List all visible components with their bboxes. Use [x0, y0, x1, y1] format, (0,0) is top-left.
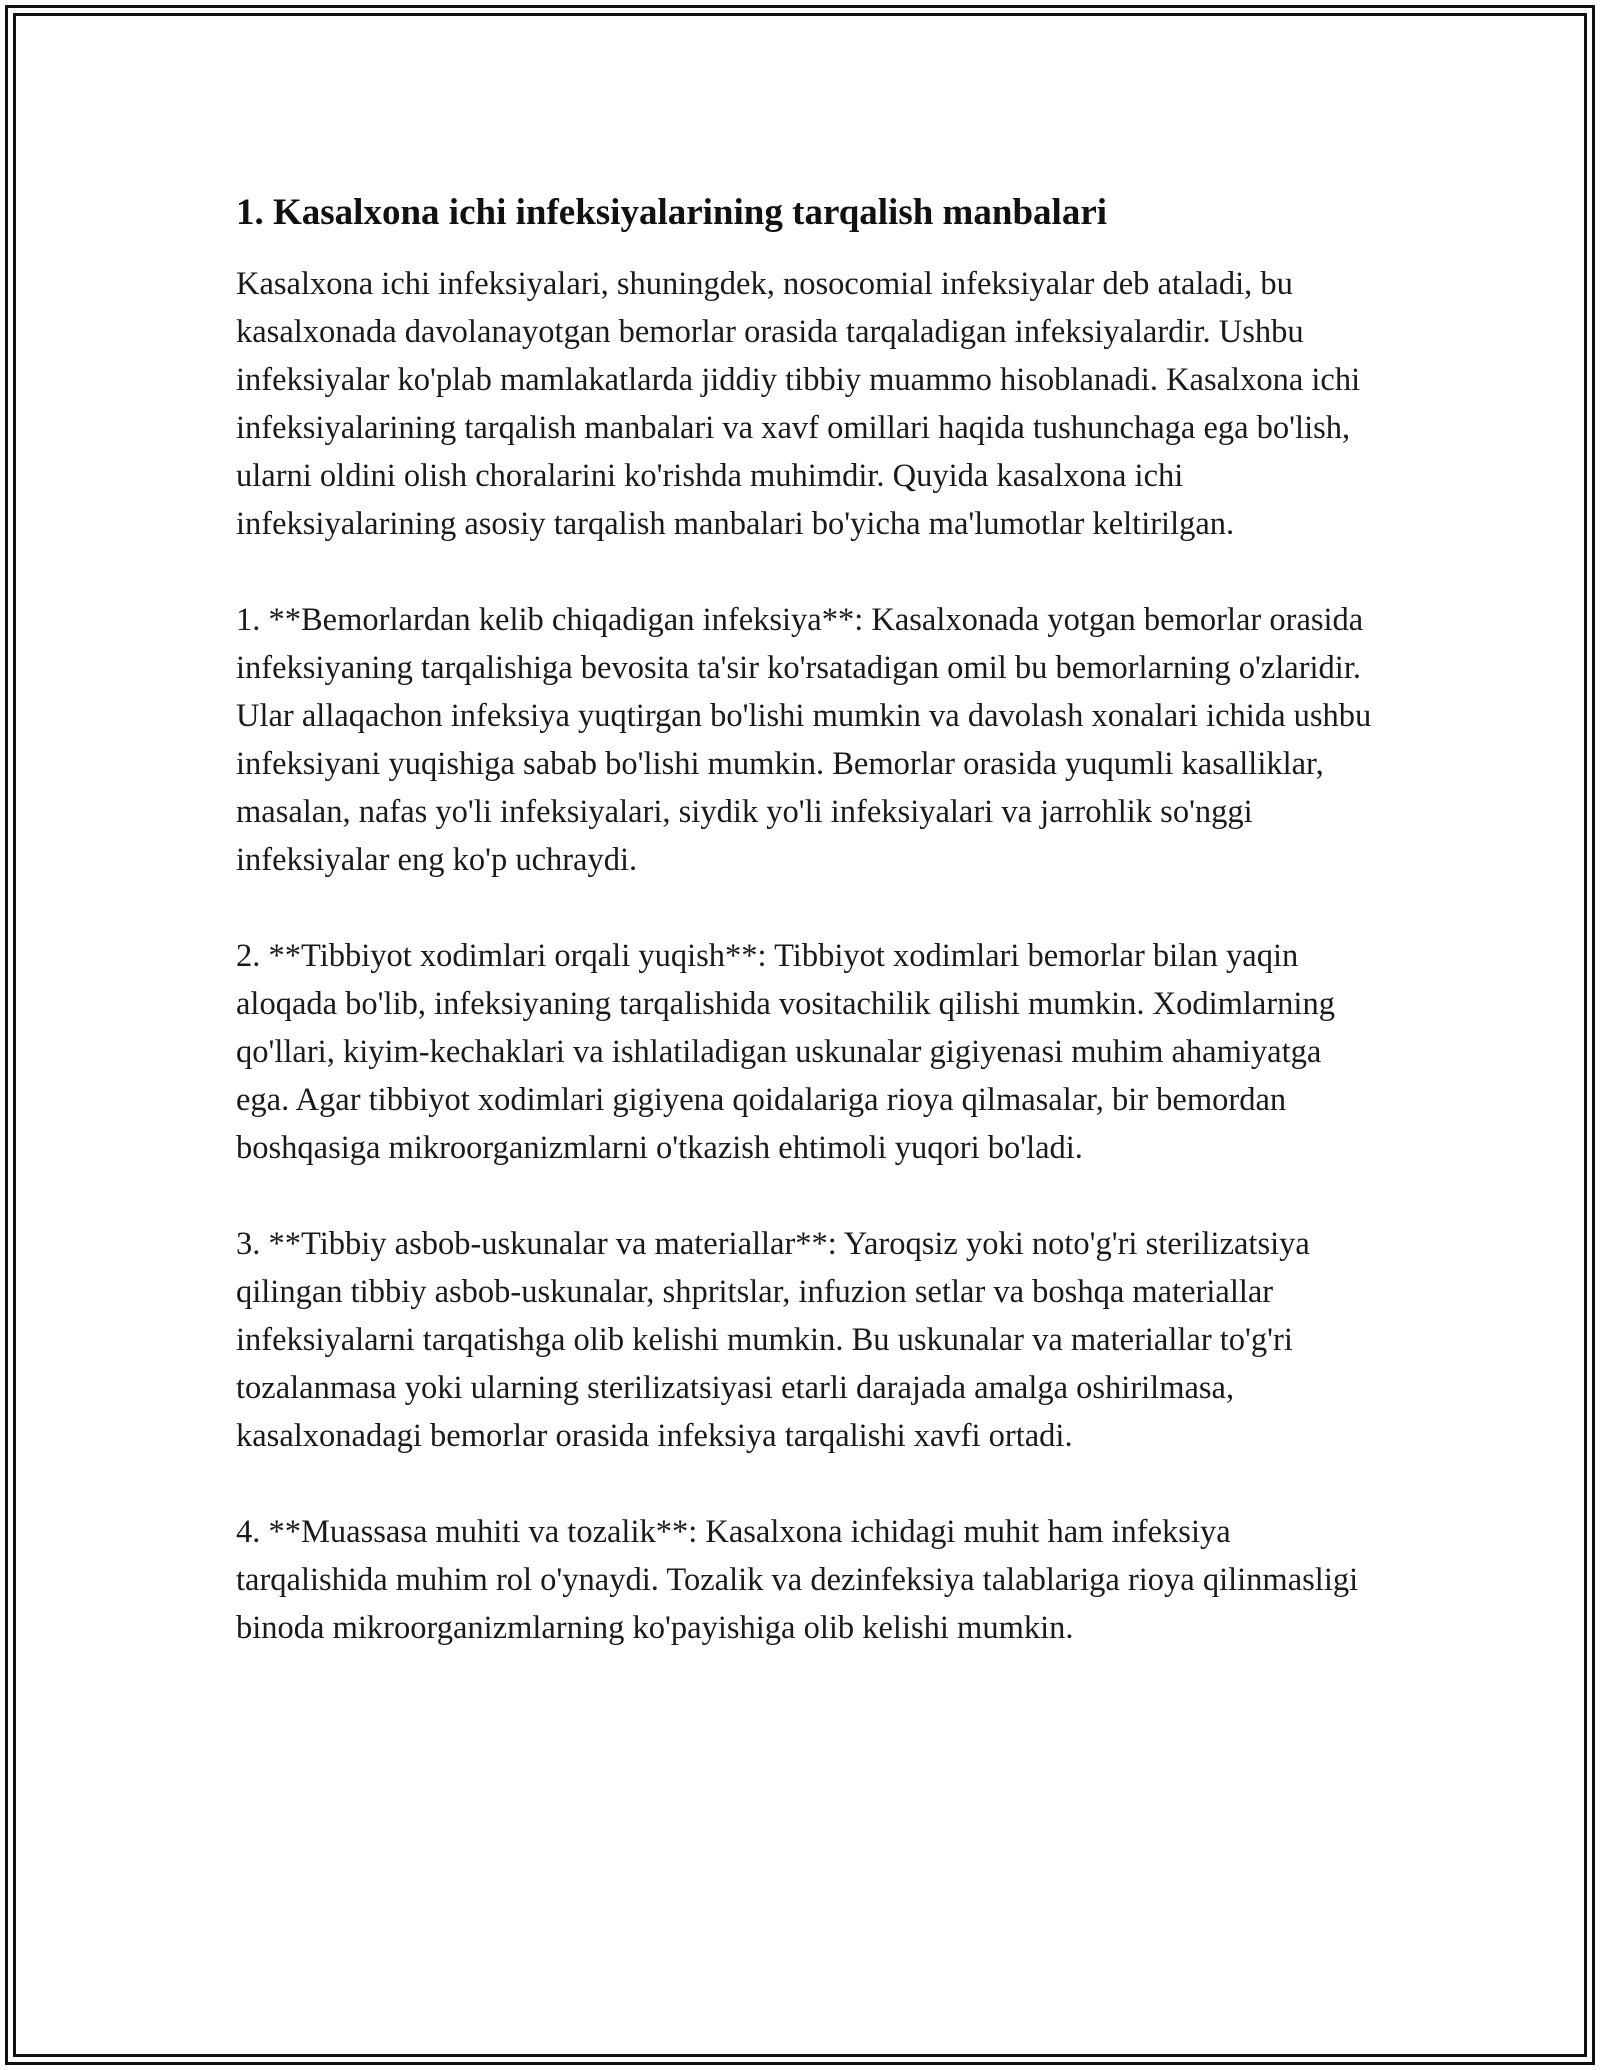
- document-title: 1. Kasalxona ichi infeksiyalarining tarqalish manbalari: [236, 192, 1108, 233]
- list-item-environment: 4. **Muassasa muhiti va tozalik**: Kasalxona ichidagi muhit ham infeksiya tarqalishida muhim rol o'ynaydi. Tozalik va dezinfeksiya talablariga rioya qilinmasligi binoda mikroorganizmlarning ko'payishiga olib kelishi mumkin.: [236, 1514, 1359, 1646]
- list-item-equipment: 3. **Tibbiy asbob-uskunalar va materiallar**: Yaroqsiz yoki noto'g'ri sterilizatsiya qilingan tibbiy asbob-uskunalar, shpritslar, infuzion setlar va boshqa materiallar infeksiyalarni tarqatishga olib kelishi mumkin. Bu uskunalar va materiallar to'g'ri tozalanmasa yoki ularning sterilizatsiyasi etarli darajada amalga oshirilmasa, kasalxonadagi bemorlar orasida infeksiya tarqalishi xavfi ortadi.: [236, 1226, 1310, 1454]
- document-body: [236, 188, 1378, 1652]
- list-item-patients: 1. **Bemorlardan kelib chiqadigan infeksiya**: Kasalxonada yotgan bemorlar orasida infeksiyaning tarqalishiga bevosita ta'sir ko'rsatadigan omil bu bemorlarning o'zlaridir. Ular allaqachon infeksiya yuqtirgan bo'lishi mumkin va davolash xonalari ichida ushbu infeksiyani yuqishiga sabab bo'lishi mumkin. Bemorlar orasida yuqumli kasalliklar, masalan, nafas yo'li infeksiyalari, siydik yo'li infeksiyalari va jarrohlik so'nggi infeksiyalar eng ko'p uchraydi.: [236, 602, 1372, 878]
- list-item-medical-staff: 2. **Tibbiyot xodimlari orqali yuqish**: Tibbiyot xodimlari bemorlar bilan yaqin aloqada bo'lib, infeksiyaning tarqalishida vositachilik qilishi mumkin. Xodimlarning qo'llari, kiyim-kechaklari va ishlatiladigan uskunalar gigiyenasi muhim ahamiyatga ega. Agar tibbiyot xodimlari gigiyena qoidalariga rioya qilmasalar, bir bemordan boshqasiga mikroorganizmlarni o'tkazish ehtimoli yuqori bo'ladi.: [236, 938, 1335, 1166]
- intro-paragraph: Kasalxona ichi infeksiyalari, shuningdek, nosocomial infeksiyalar deb ataladi, bu kasalxonada davolanayotgan bemorlar orasida tarqaladigan infeksiyalardir. Ushbu infeksiyalar ko'plab mamlakatlarda jiddiy tibbiy muammo hisoblanadi. Kasalxona ichi infeksiyalarining tarqalish manbalari va xavf omillari haqida tushunchaga ega bo'lish, ularni oldini olish choralarini ko'rishda muhimdir. Quyida kasalxona ichi infeksiyalarining asosiy tarqalish manbalari bo'yicha ma'lumotlar keltirilgan.: [236, 266, 1361, 542]
